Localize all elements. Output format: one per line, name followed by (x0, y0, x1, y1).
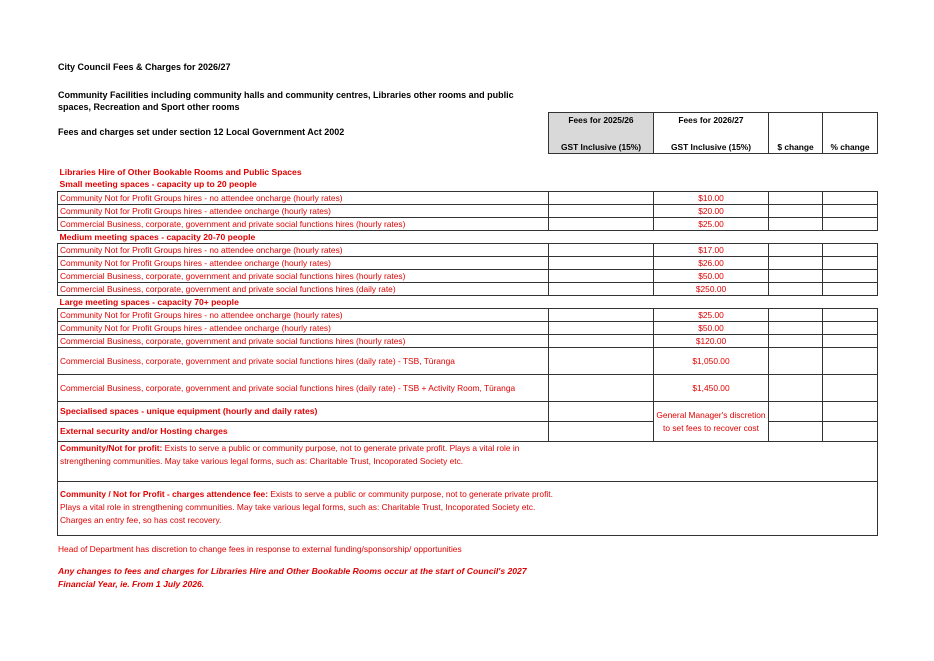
row-fee-2026: $250.00 (654, 283, 769, 296)
table-row (58, 270, 878, 283)
definition-row (58, 482, 878, 536)
fees-table (57, 112, 878, 536)
section-title: Libraries Hire of Other Bookable Rooms and Public Spaces (59, 166, 302, 177)
row-fee-2026: $120.00 (654, 335, 769, 348)
definition-text: Exists to serve a public or community purpose, not to generate private profit. Plays a vital role in strengthening communities. May take various legal forms, such as: Charitable Trust, Incoporated Society etc. Charges an entry fee, so has cost recovery. (60, 489, 553, 525)
table-row (58, 375, 878, 402)
table-row (58, 309, 878, 322)
table-row (58, 205, 878, 218)
row-fee-2026: $50.00 (654, 270, 769, 283)
table-row (58, 244, 878, 257)
row-fee-2026: $17.00 (654, 244, 769, 257)
row-fee-2026: $20.00 (654, 205, 769, 218)
table-row (58, 192, 878, 205)
row-fee-2026: $1,450.00 (654, 375, 769, 402)
group-title: Medium meeting spaces - capacity 20-70 people (59, 231, 256, 242)
row-label: Commercial Business, corporate, government and private social functions hires (hourly rates) (58, 335, 549, 348)
table-row (58, 218, 878, 231)
table-row (58, 335, 878, 348)
row-label: Commercial Business, corporate, government and private social functions hires (daily rate) - TSB + Activity Room, Tūranga (58, 375, 549, 402)
definition-text: Exists to serve a public or community purpose, not to generate private profit. Plays a vital role in strengthening communities. May take various legal forms, such as: Charitable Trust, Incoporated Society etc. (60, 443, 520, 466)
header-gst-2026: GST Inclusive (15%) (654, 142, 769, 154)
row-fee-2026: $26.00 (654, 257, 769, 270)
header-fees-2026: Fees for 2026/27 (654, 113, 769, 128)
doc-subtitle: Community Facilities including community halls and community centres, Libraries other rooms and public spaces, Recreation and Sport other rooms (58, 90, 514, 112)
row-label: Community Not for Profit Groups hires - attendee oncharge (hourly rates) (58, 322, 549, 335)
header-pct-change: % change (823, 142, 878, 154)
row-label: Commercial Business, corporate, government and private social functions hires (daily rate) (58, 283, 549, 296)
row-fee-2026: $10.00 (654, 192, 769, 205)
definition-term: Community / Not for Profit - charges attendence fee: (60, 489, 269, 499)
gm-discretion-note: General Manager's discretion to set fees to recover cost (654, 402, 769, 442)
table-row (58, 402, 878, 422)
row-label: Community Not for Profit Groups hires - no attendee oncharge (hourly rates) (58, 244, 549, 257)
definition-row (58, 442, 878, 482)
header-gst-2025: GST Inclusive (15%) (549, 142, 654, 154)
security-label: External security and/or Hosting charges (58, 422, 549, 442)
discretion-note: Head of Department has discretion to change fees in response to external funding/sponsorship/ opportunities (58, 544, 462, 554)
table-row (58, 322, 878, 335)
row-label: Commercial Business, corporate, government and private social functions hires (hourly rates) (58, 270, 549, 283)
doc-title: City Council Fees & Charges for 2026/27 (58, 62, 231, 72)
header-dollar-change: $ change (769, 142, 823, 154)
table-row (58, 283, 878, 296)
specialised-label: Specialised spaces - unique equipment (hourly and daily rates) (58, 402, 549, 422)
legislation-note: Fees and charges set under section 12 Local Government Act 2002 (58, 127, 345, 137)
table-row (58, 257, 878, 270)
row-label: Community Not for Profit Groups hires - attendee oncharge (hourly rates) (58, 205, 549, 218)
footer-note: Any changes to fees and charges for Libraries Hire and Other Bookable Rooms occur at the start of Council's 2027 Financial Year, ie. From 1 July 2026. (58, 566, 527, 589)
group-title: Large meeting spaces - capacity 70+ people (59, 296, 239, 307)
row-label: Community Not for Profit Groups hires - no attendee oncharge (hourly rates) (58, 192, 549, 205)
row-label: Community Not for Profit Groups hires - no attendee oncharge (hourly rates) (58, 309, 549, 322)
row-fee-2026: $25.00 (654, 218, 769, 231)
header-fees-2025: Fees for 2025/26 (549, 113, 654, 128)
table-row (58, 348, 878, 375)
group-title: Small meeting spaces - capacity up to 20 people (59, 179, 257, 190)
row-fee-2026: $1,050.00 (654, 348, 769, 375)
row-label: Commercial Business, corporate, government and private social functions hires (daily rate) - TSB, Tūranga (58, 348, 549, 375)
row-fee-2026: $50.00 (654, 322, 769, 335)
row-label: Commercial Business, corporate, government and private social functions hires (hourly rates) (58, 218, 549, 231)
row-fee-2026: $25.00 (654, 309, 769, 322)
row-label: Community Not for Profit Groups hires - attendee oncharge (hourly rates) (58, 257, 549, 270)
definition-term: Community/Not for profit: (60, 443, 163, 453)
